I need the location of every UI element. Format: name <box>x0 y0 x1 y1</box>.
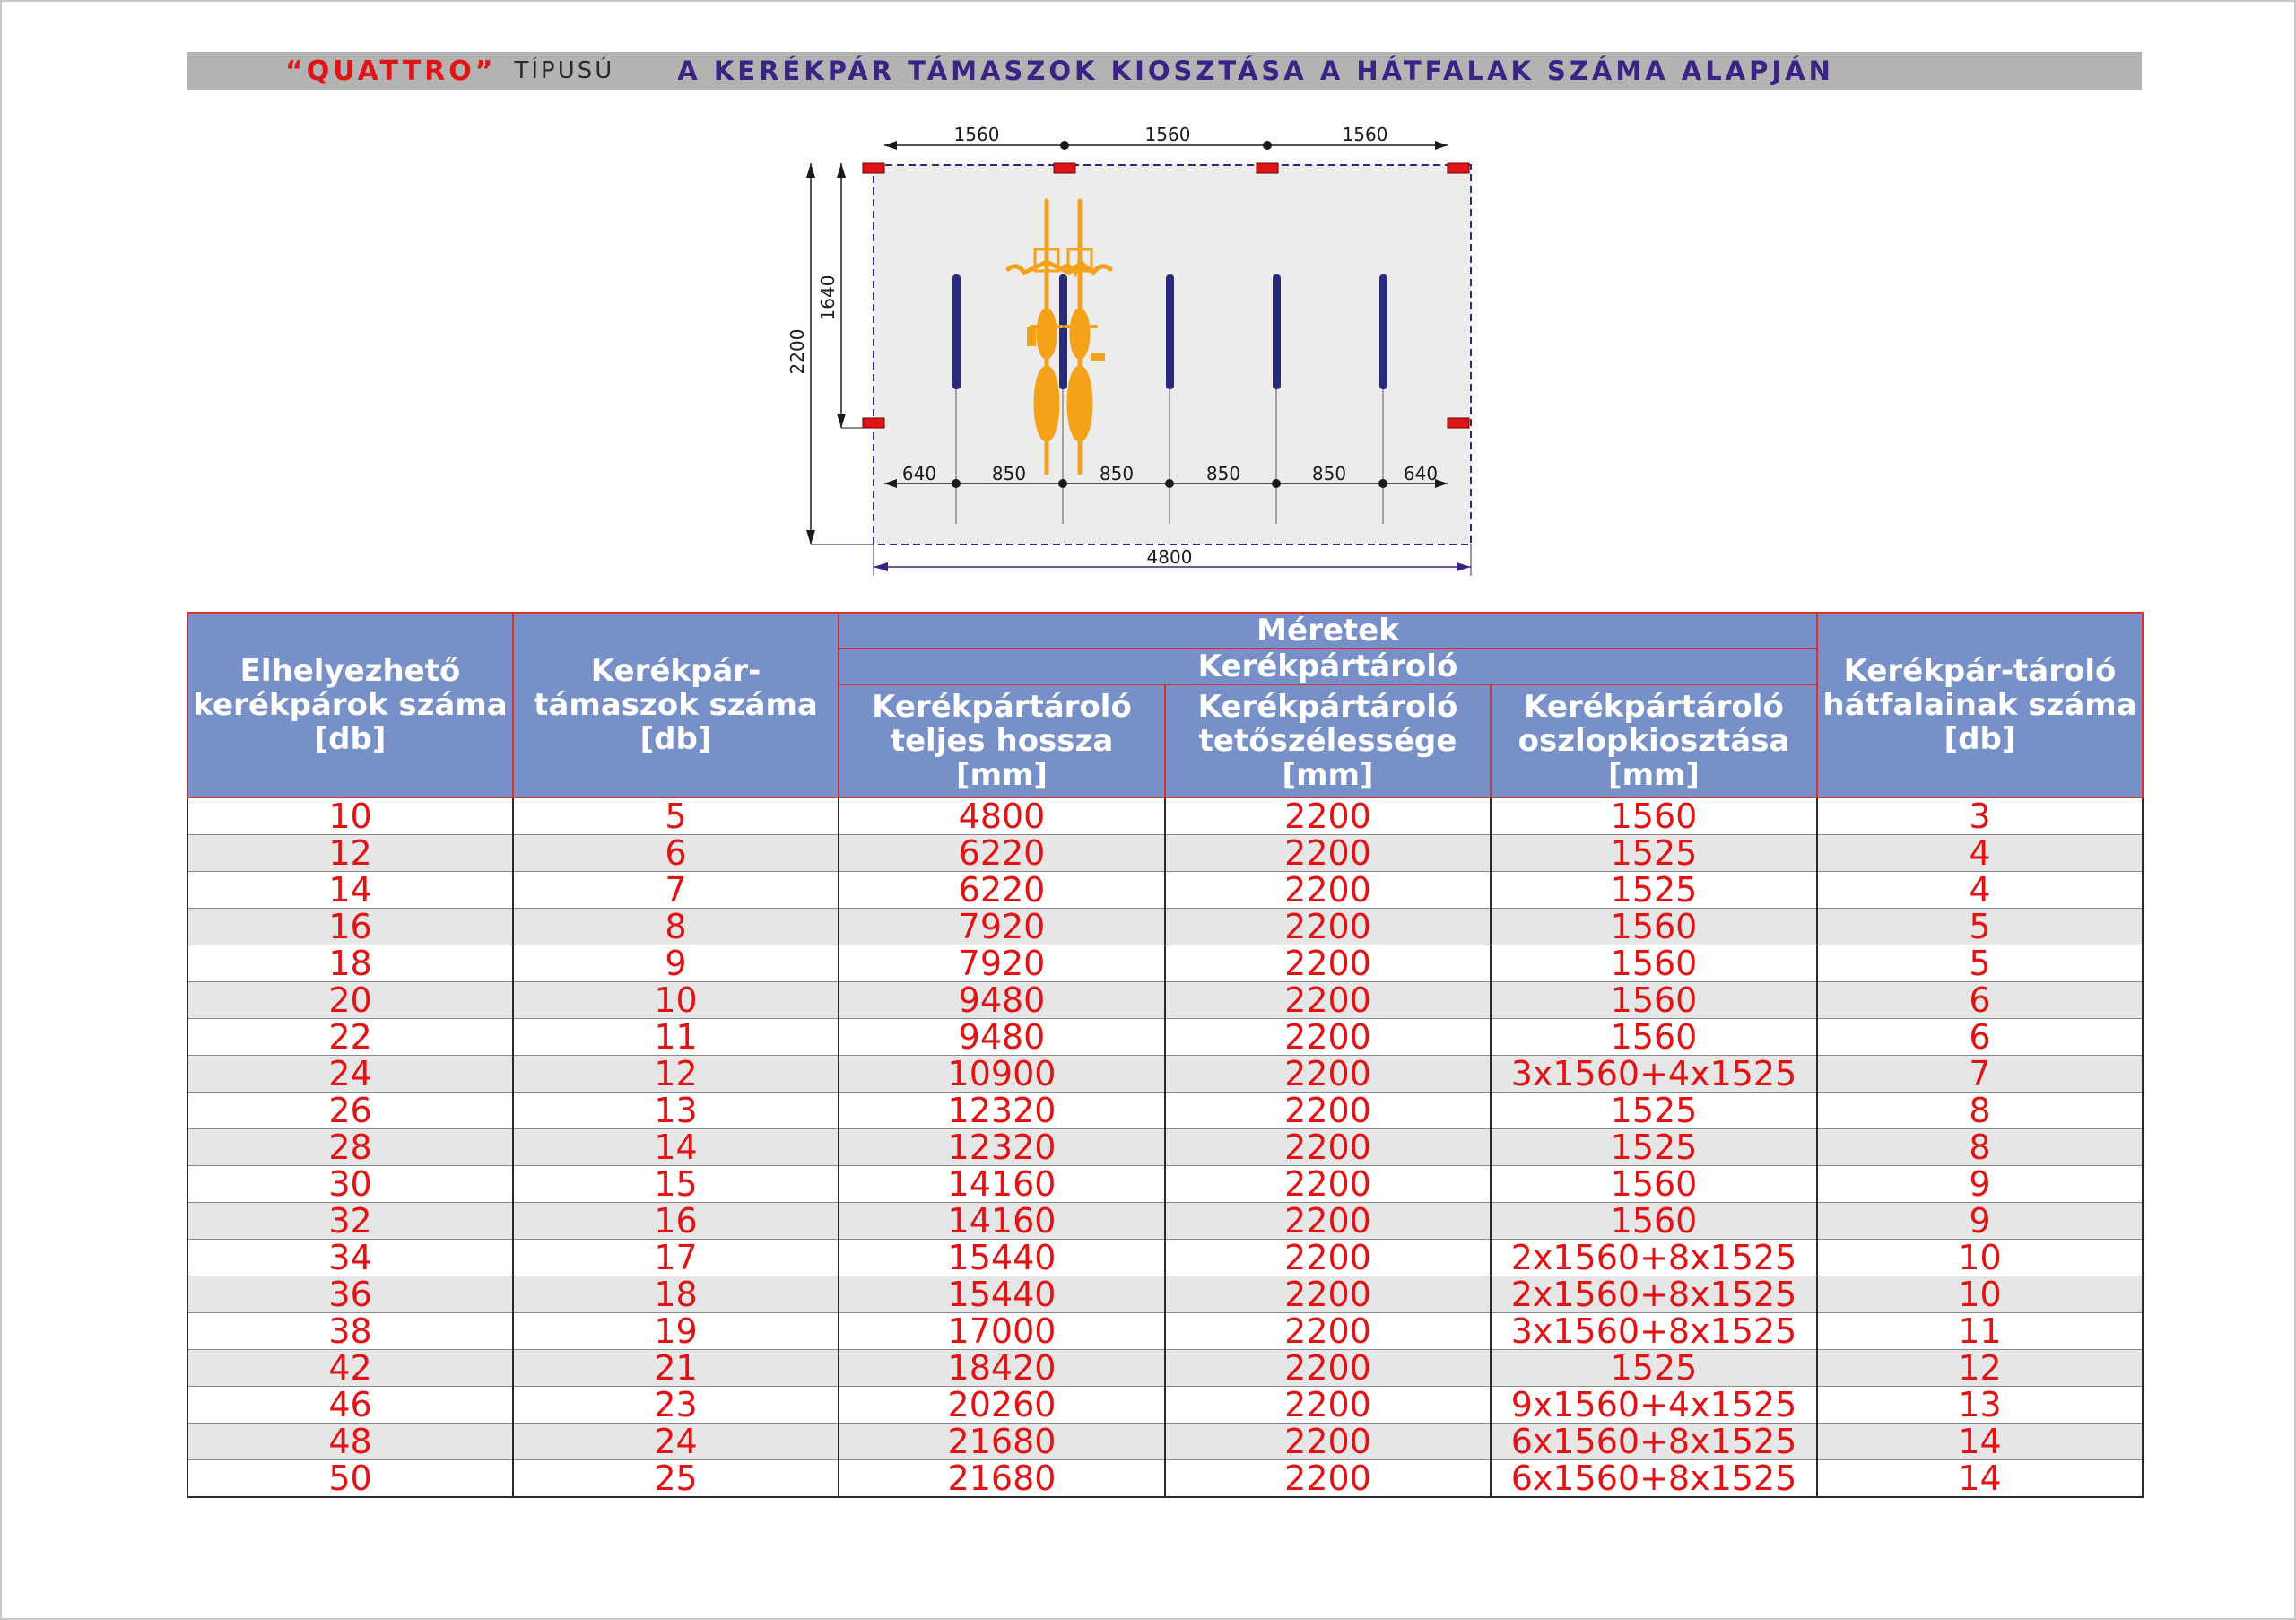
cell-backwalls: 8 <box>1817 1093 2143 1129</box>
title-main: A KERÉKPÁR TÁMASZOK KIOSZTÁSA A HÁTFALAK SZÁMA ALAPJÁN <box>677 56 1834 86</box>
bottom-dim-3: 850 <box>1099 463 1135 484</box>
table-row <box>187 1387 2143 1424</box>
cell-roof-width: 2200 <box>1165 1276 1491 1313</box>
cell-bikes: 26 <box>187 1093 513 1129</box>
cell-roof-width: 2200 <box>1165 835 1491 872</box>
cell-bikes: 24 <box>187 1056 513 1093</box>
cell-roof-width: 2200 <box>1165 909 1491 945</box>
cell-stands: 19 <box>513 1313 839 1350</box>
cell-column-spacing: 1560 <box>1491 1166 1817 1203</box>
cell-length: 12320 <box>839 1093 1165 1129</box>
cell-column-spacing: 3x1560+8x1525 <box>1491 1313 1817 1350</box>
cell-length: 21680 <box>839 1424 1165 1460</box>
table-row <box>187 982 2143 1019</box>
cell-column-spacing: 1525 <box>1491 835 1817 872</box>
cell-backwalls: 4 <box>1817 835 2143 872</box>
table-row <box>187 945 2143 982</box>
cell-backwalls: 12 <box>1817 1350 2143 1387</box>
cell-length: 21680 <box>839 1460 1165 1498</box>
cell-roof-width: 2200 <box>1165 1166 1491 1203</box>
table-row <box>187 909 2143 945</box>
cell-bikes: 14 <box>187 872 513 909</box>
arrow-head <box>837 414 846 428</box>
cell-column-spacing: 2x1560+8x1525 <box>1491 1276 1817 1313</box>
cell-stands: 11 <box>513 1019 839 1056</box>
cell-length: 20260 <box>839 1387 1165 1424</box>
header-group-dimensions: Méretek <box>839 613 1817 649</box>
table-row <box>187 1129 2143 1166</box>
cell-stands: 6 <box>513 835 839 872</box>
cell-length: 14160 <box>839 1166 1165 1203</box>
cell-stands: 7 <box>513 872 839 909</box>
cell-bikes: 28 <box>187 1129 513 1166</box>
cell-bikes: 20 <box>187 982 513 1019</box>
cell-length: 9480 <box>839 1019 1165 1056</box>
title-type: TÍPUSÚ <box>514 57 615 84</box>
cell-backwalls: 14 <box>1817 1460 2143 1498</box>
table-row <box>187 1424 2143 1460</box>
cell-backwalls: 9 <box>1817 1203 2143 1240</box>
table-row <box>187 797 2143 835</box>
table-row <box>187 1313 2143 1350</box>
bottom-dim-1: 640 <box>901 463 937 484</box>
cell-bikes: 18 <box>187 945 513 982</box>
cell-backwalls: 3 <box>1817 797 2143 835</box>
cell-stands: 8 <box>513 909 839 945</box>
cell-roof-width: 2200 <box>1165 797 1491 835</box>
cell-stands: 15 <box>513 1166 839 1203</box>
wall-post <box>1448 163 1469 173</box>
cell-roof-width: 2200 <box>1165 1240 1491 1276</box>
dimension-dot <box>1272 479 1281 488</box>
cell-backwalls: 11 <box>1817 1313 2143 1350</box>
rack-bar <box>1273 274 1281 389</box>
wall-post <box>863 163 884 173</box>
cell-roof-width: 2200 <box>1165 1129 1491 1166</box>
cell-backwalls: 5 <box>1817 909 2143 945</box>
cell-bikes: 22 <box>187 1019 513 1056</box>
dimension-dot <box>1060 141 1069 150</box>
cell-bikes: 12 <box>187 835 513 872</box>
rack-bar <box>952 274 961 389</box>
cell-length: 12320 <box>839 1129 1165 1166</box>
table-row <box>187 1276 2143 1313</box>
total-width-label: 4800 <box>1146 546 1193 568</box>
cell-column-spacing: 9x1560+4x1525 <box>1491 1387 1817 1424</box>
cell-stands: 14 <box>513 1129 839 1166</box>
cell-column-spacing: 1560 <box>1491 797 1817 835</box>
cell-column-spacing: 3x1560+4x1525 <box>1491 1056 1817 1093</box>
top-dim-2: 1560 <box>1144 124 1191 145</box>
table-row <box>187 835 2143 872</box>
table-row <box>187 1203 2143 1240</box>
dimension-dot <box>1378 479 1387 488</box>
cell-column-spacing: 6x1560+8x1525 <box>1491 1460 1817 1498</box>
cell-stands: 5 <box>513 797 839 835</box>
cell-length: 6220 <box>839 835 1165 872</box>
cell-roof-width: 2200 <box>1165 1019 1491 1056</box>
dimension-dot <box>1263 141 1272 150</box>
cell-backwalls: 8 <box>1817 1129 2143 1166</box>
header-column-spacing: Kerékpártároló oszlopkiosztása [mm] <box>1491 684 1817 797</box>
cell-stands: 12 <box>513 1056 839 1093</box>
table-row <box>187 1166 2143 1203</box>
arrow-head <box>874 562 888 571</box>
cell-backwalls: 10 <box>1817 1276 2143 1313</box>
header-total-length: Kerékpártároló teljes hossza [mm] <box>839 684 1165 797</box>
cell-column-spacing: 1525 <box>1491 1350 1817 1387</box>
table-row <box>187 1240 2143 1276</box>
cell-bikes: 32 <box>187 1203 513 1240</box>
cell-bikes: 50 <box>187 1460 513 1498</box>
cell-bikes: 30 <box>187 1166 513 1203</box>
rack-bar <box>1059 274 1067 389</box>
cell-bikes: 46 <box>187 1387 513 1424</box>
cell-bikes: 10 <box>187 797 513 835</box>
wall-post <box>1257 163 1278 173</box>
header-subgroup-shelter: Kerékpártároló <box>839 649 1817 684</box>
cell-stands: 9 <box>513 945 839 982</box>
cell-stands: 16 <box>513 1203 839 1240</box>
cell-roof-width: 2200 <box>1165 1313 1491 1350</box>
header-roof-width: Kerékpártároló tetőszélessége [mm] <box>1165 684 1491 797</box>
cell-roof-width: 2200 <box>1165 1350 1491 1387</box>
rack-bar <box>1166 274 1174 389</box>
cell-backwalls: 5 <box>1817 945 2143 982</box>
bottom-dim-5: 850 <box>1311 463 1347 484</box>
cell-length: 18420 <box>839 1350 1165 1387</box>
cell-backwalls: 13 <box>1817 1387 2143 1424</box>
arrow-head <box>837 163 846 178</box>
cell-roof-width: 2200 <box>1165 1093 1491 1129</box>
cell-stands: 17 <box>513 1240 839 1276</box>
inner-height-label: 1640 <box>817 274 839 321</box>
cell-bikes: 38 <box>187 1313 513 1350</box>
cell-roof-width: 2200 <box>1165 1460 1491 1498</box>
cell-stands: 24 <box>513 1424 839 1460</box>
cell-column-spacing: 1525 <box>1491 1093 1817 1129</box>
cell-backwalls: 6 <box>1817 1019 2143 1056</box>
cell-length: 4800 <box>839 797 1165 835</box>
cell-column-spacing: 6x1560+8x1525 <box>1491 1424 1817 1460</box>
cell-length: 7920 <box>839 909 1165 945</box>
cell-column-spacing: 1560 <box>1491 1203 1817 1240</box>
table-row <box>187 1460 2143 1498</box>
table-row <box>187 872 2143 909</box>
cell-stands: 13 <box>513 1093 839 1129</box>
cell-bikes: 36 <box>187 1276 513 1313</box>
cell-bikes: 48 <box>187 1424 513 1460</box>
cell-column-spacing: 1560 <box>1491 909 1817 945</box>
top-dim-1: 1560 <box>953 124 1000 145</box>
cell-length: 10900 <box>839 1056 1165 1093</box>
cell-stands: 25 <box>513 1460 839 1498</box>
cell-length: 7920 <box>839 945 1165 982</box>
cell-column-spacing: 1560 <box>1491 982 1817 1019</box>
layout-diagram <box>773 118 1509 585</box>
title-bar <box>187 52 2142 90</box>
table-row <box>187 1093 2143 1129</box>
cell-bikes: 42 <box>187 1350 513 1387</box>
header-stands-count: Kerékpár-támaszok száma [db] <box>513 613 839 797</box>
cell-column-spacing: 1525 <box>1491 1129 1817 1166</box>
cell-length: 14160 <box>839 1203 1165 1240</box>
cell-length: 15440 <box>839 1276 1165 1313</box>
cell-bikes: 16 <box>187 909 513 945</box>
cell-bikes: 34 <box>187 1240 513 1276</box>
cell-stands: 21 <box>513 1350 839 1387</box>
table-row <box>187 1056 2143 1093</box>
cell-stands: 23 <box>513 1387 839 1424</box>
cell-backwalls: 6 <box>1817 982 2143 1019</box>
cell-length: 9480 <box>839 982 1165 1019</box>
cell-roof-width: 2200 <box>1165 1387 1491 1424</box>
cell-backwalls: 7 <box>1817 1056 2143 1093</box>
arrow-head <box>1457 562 1471 571</box>
cell-stands: 10 <box>513 982 839 1019</box>
wall-post <box>1054 163 1075 173</box>
arrow-head <box>806 163 815 178</box>
cell-roof-width: 2200 <box>1165 1424 1491 1460</box>
arrow-head <box>1435 141 1448 150</box>
dimension-dot <box>952 479 961 488</box>
cell-backwalls: 4 <box>1817 872 2143 909</box>
table-row <box>187 1019 2143 1056</box>
cell-length: 6220 <box>839 872 1165 909</box>
cell-column-spacing: 2x1560+8x1525 <box>1491 1240 1817 1276</box>
wall-post <box>1448 418 1469 428</box>
cell-backwalls: 14 <box>1817 1424 2143 1460</box>
wall-post <box>863 418 884 428</box>
cell-roof-width: 2200 <box>1165 945 1491 982</box>
dimension-dot <box>1165 479 1174 488</box>
bottom-dim-6: 640 <box>1403 463 1439 484</box>
cell-column-spacing: 1525 <box>1491 872 1817 909</box>
top-dim-3: 1560 <box>1342 124 1388 145</box>
dimensions-table <box>187 612 2144 1498</box>
header-bikes-count: Elhelyezhető kerékpárok száma [db] <box>187 613 513 797</box>
bottom-dim-2: 850 <box>991 463 1027 484</box>
outer-height-label: 2200 <box>787 328 808 375</box>
bottom-dim-4: 850 <box>1205 463 1241 484</box>
cell-stands: 18 <box>513 1276 839 1313</box>
cell-length: 17000 <box>839 1313 1165 1350</box>
cell-backwalls: 9 <box>1817 1166 2143 1203</box>
cell-column-spacing: 1560 <box>1491 945 1817 982</box>
cell-roof-width: 2200 <box>1165 982 1491 1019</box>
dimension-dot <box>1058 479 1067 488</box>
rack-bar <box>1379 274 1387 389</box>
cell-roof-width: 2200 <box>1165 1203 1491 1240</box>
cell-backwalls: 10 <box>1817 1240 2143 1276</box>
cell-roof-width: 2200 <box>1165 1056 1491 1093</box>
header-backwalls-count: Kerékpár-tároló hátfalainak száma [db] <box>1817 613 2143 797</box>
arrow-head <box>884 141 897 150</box>
table-body <box>187 797 2143 1497</box>
table-row <box>187 1350 2143 1387</box>
cell-column-spacing: 1560 <box>1491 1019 1817 1056</box>
title-brand: “QUATTRO” <box>285 55 497 87</box>
arrow-head <box>806 530 815 544</box>
cell-length: 15440 <box>839 1240 1165 1276</box>
cell-roof-width: 2200 <box>1165 872 1491 909</box>
